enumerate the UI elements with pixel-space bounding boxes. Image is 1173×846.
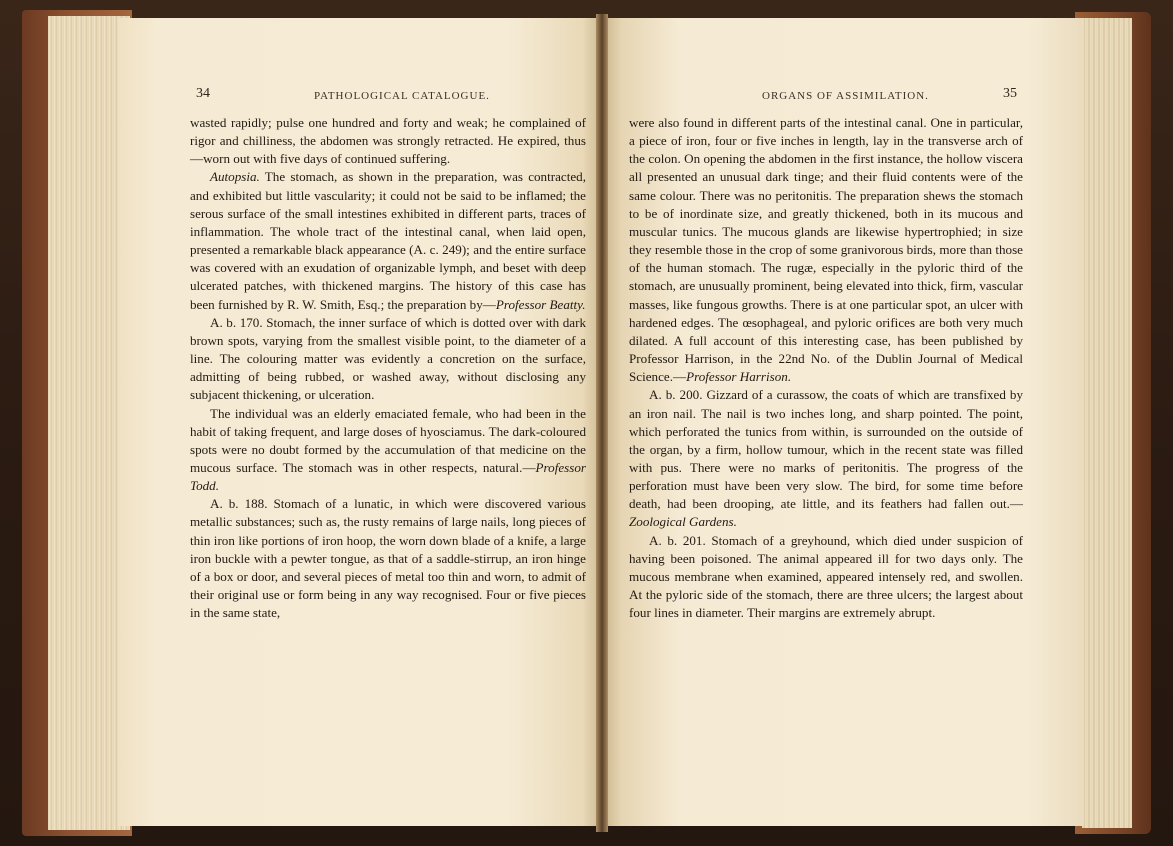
attribution: Professor Todd. bbox=[190, 459, 586, 494]
paragraph bbox=[190, 114, 586, 168]
section-label: Autopsia. bbox=[210, 169, 260, 185]
paragraph bbox=[190, 314, 586, 405]
paragraph-text: were also found in different parts of the intestinal canal. One in particular, a piece of iron, four or five inches in length, lay in the transverse arch of the colon. On opening the abdomen in the first instance, the hollow viscera all presented an unusual dark tinge; and their fluid contents were of the same colour. There was no peritonitis. The preparation shews the stomach to be of inordinate size, and greatly thickened, both in its mucous and muscular tunics. The mucous glands are likewise hypertrophied; in size they resemble those in the crop of some granivorous birds, more than those of the human stomach. The rugæ, especially in the pyloric third of the stomach, are unusually prominent, being elevated into thick, firm, vascular masses, like fungous growths. There is at one particular spot, an ulcer with hardened edges. The œsophageal, and pyloric orifices are both very much dilated. A full account of this interesting case, has been published by Professor Harrison, in the 22nd No. of the Dublin Journal of Medical Science.— bbox=[629, 115, 1023, 385]
paragraph bbox=[629, 114, 1023, 386]
book-gutter bbox=[596, 14, 608, 832]
paragraph bbox=[190, 405, 586, 496]
paragraph bbox=[190, 495, 586, 622]
right-running-head: ORGANS OF ASSIMILATION. bbox=[762, 90, 929, 102]
paragraph-text: The stomach, as shown in the preparation, was contracted, and exhibited but little vascularity; it could not be said to be inflamed; the serous surface of the small intestines exhibited in different parts, traces of inflammation. The whole tract of the intestinal canal, when laid open, presented a remarkable black appearance (A. c. 249); and the entire surface was covered with an exudation of organizable lymph, and beset with deep ulcerated patches, with thickened margins. The history of this case has been furnished by R. W. Smith, Esq.; the preparation by— bbox=[190, 169, 586, 312]
paragraph-text: A. b. 188. Stomach of a lunatic, in which were discovered various metallic substances; such as, the rusty remains of large nails, long pieces of thin iron like portions of iron hoop, the worn down blade of a knife, a large iron buckle with a pewter tongue, as that of a saddle-stirrup, an iron hinge of a box or door, and several pieces of metal too thin and worn, to admit of their original use or form being in any way recognised. Four or five pieces in the same state, bbox=[190, 496, 586, 621]
paragraph-text: The individual was an elderly emaciated female, who had been in the habit of taking frequent, and large doses of hyosciamus. The dark-coloured spots were no doubt formed by the accumulation of that medicine on the mucous surface. The stomach was in other respects, natural.— bbox=[190, 405, 586, 475]
left-running-head: PATHOLOGICAL CATALOGUE. bbox=[314, 90, 490, 102]
page-edges-right bbox=[1082, 18, 1132, 828]
right-page-text bbox=[629, 114, 1023, 622]
paragraph bbox=[190, 168, 586, 313]
paragraph-text: A. b. 201. Stomach of a greyhound, which died under suspicion of having been poisoned. The animal appeared ill for two days only. The mucous membrane when examined, appeared intensely red, and swollen. At the pyloric side of the stomach, there are three ulcers; the largest about four lines in diameter. Their margins are extremely abrupt. bbox=[629, 532, 1023, 621]
paragraph-text: A. b. 170. Stomach, the inner surface of which is dotted over with dark brown spots, varying from the smallest visible point, to the diameter of a line. The colouring matter was evidently a concretion on the surface, admitting of being rubbed, or washed away, without disclosing any subjacent thickening, or ulceration. bbox=[190, 314, 586, 403]
left-page-text bbox=[190, 114, 586, 622]
attribution: Professor Harrison. bbox=[686, 369, 792, 385]
attribution: Professor Beatty. bbox=[495, 296, 586, 312]
left-page-number: 34 bbox=[196, 86, 210, 101]
paragraph bbox=[629, 386, 1023, 531]
right-page-number: 35 bbox=[1003, 86, 1017, 101]
paragraph-text: wasted rapidly; pulse one hundred and forty and weak; he complained of rigor and chilliness, the abdomen was strongly retracted. He expired, thus—worn out with five days of continued suffering. bbox=[190, 115, 586, 167]
attribution: Zoological Gardens. bbox=[629, 514, 737, 530]
paragraph bbox=[629, 532, 1023, 623]
paragraph-text: A. b. 200. Gizzard of a curassow, the coats of which are transfixed by an iron nail. The nail is two inches long, and sharp pointed. The point, which perforated the tunics from within, is surrounded on the outside of the organ, by a firm, hollow tumour, which in the recent state was filled with pus. There were no marks of peritonitis. The progress of the perforation must have been very slow. The bird, for some time before death, had been drooping, ate little, and its feathers had fallen out.— bbox=[629, 387, 1023, 512]
